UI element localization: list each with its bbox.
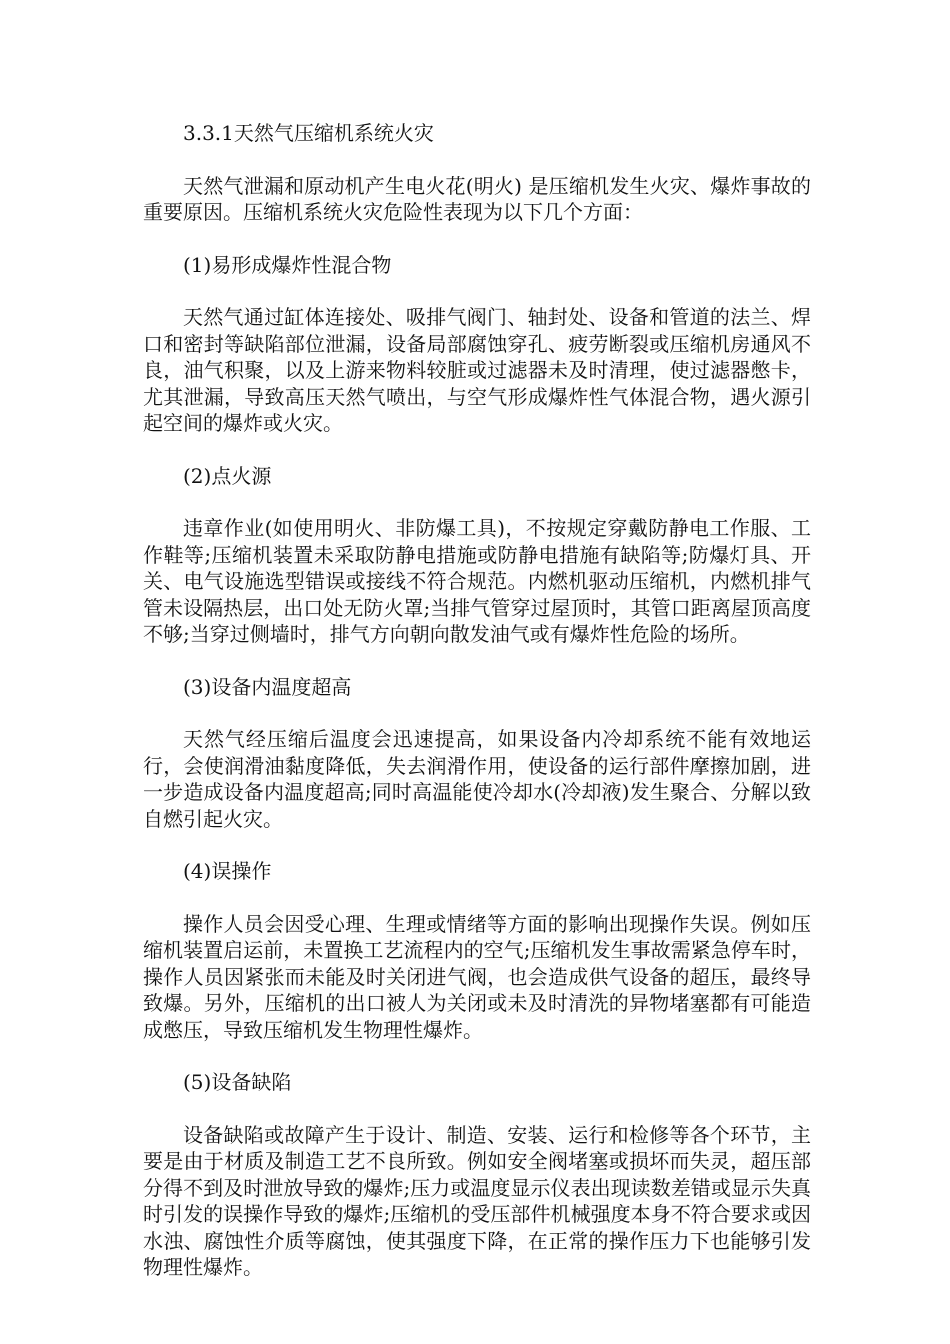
item-paragraph-5: 设备缺陷或故障产生于设计、制造、安装、运行和检修等各个环节，主要是由于材质及制造工艺不良所致。例如安全阀堵塞或损坏而失灵，超压部分得不到及时泄放导致的爆炸;压力或温度显示仪表出现读数差错或显示失真时引发的误操作导致的爆炸;压缩机的受压部件机械强度本身不符合要求或因水浊、腐蚀性介质等腐蚀，使其强度下降，在正常的操作压力下也能够引发物理性爆炸。 xyxy=(143,1122,811,1279)
item-paragraph-2: 违章作业(如使用明火、非防爆工具)，不按规定穿戴防静电工作服、工作鞋等;压缩机装置未采取防静电措施或防静电措施有缺陷等;防爆灯具、开关、电气设施选型错误或接线不符合规范。内燃机驱动压缩机，内燃机排气管未设隔热层，出口处无防火罩;当排气管穿过屋顶时，其管口距离屋顶高度不够;当穿过侧墙时，排气方向朝向散发油气或有爆炸性危险的场所。 xyxy=(143,516,811,646)
item-paragraph-1: 天然气通过缸体连接处、吸排气阀门、轴封处、设备和管道的法兰、焊口和密封等缺陷部位泄漏，设备局部腐蚀穿孔、疲劳断裂或压缩机房通风不良，油气积聚，以及上游来物料较脏或过滤器未及时清理，使过滤器憋卡，尤其泄漏，导致高压天然气喷出，与空气形成爆炸性气体混合物，遇火源引起空间的爆炸或火灾。 xyxy=(143,305,811,435)
item-paragraph-3: 天然气经压缩后温度会迅速提高，如果设备内冷却系统不能有效地运行，会使润滑油黏度降低，失去润滑作用，使设备的运行部件摩擦加剧，进一步造成设备内温度超高;同时高温能使冷却水(冷却液)发生聚合、分解以致自燃引起火灾。 xyxy=(143,727,811,831)
item-heading-3: (3)设备内温度超高 xyxy=(183,674,352,699)
item-paragraph-4: 操作人员会因受心理、生理或情绪等方面的影响出现操作失误。例如压缩机装置启运前，未置换工艺流程内的空气;压缩机发生事故需紧急停车时，操作人员因紧张而未能及时关闭进气阀，也会造成供气设备的超压，最终导致爆。另外，压缩机的出口被人为关闭或未及时清洗的异物堵塞都有可能造成憋压，导致压缩机发生物理性爆炸。 xyxy=(143,911,811,1042)
item-heading-5: (5)设备缺陷 xyxy=(183,1070,292,1094)
item-heading-1: (1)易形成爆炸性混合物 xyxy=(183,252,392,277)
intro-paragraph: 天然气泄漏和原动机产生电火花(明火) 是压缩机发生火灾、爆炸事故的重要原因。压缩机系统火灾危险性表现为以下几个方面： xyxy=(143,173,811,224)
item-heading-4: (4)误操作 xyxy=(183,859,272,883)
document-body xyxy=(143,120,811,1307)
section-heading: 3.3.1天然气压缩机系统火灾 xyxy=(183,121,434,145)
item-heading-2: (2)点火源 xyxy=(183,463,272,488)
